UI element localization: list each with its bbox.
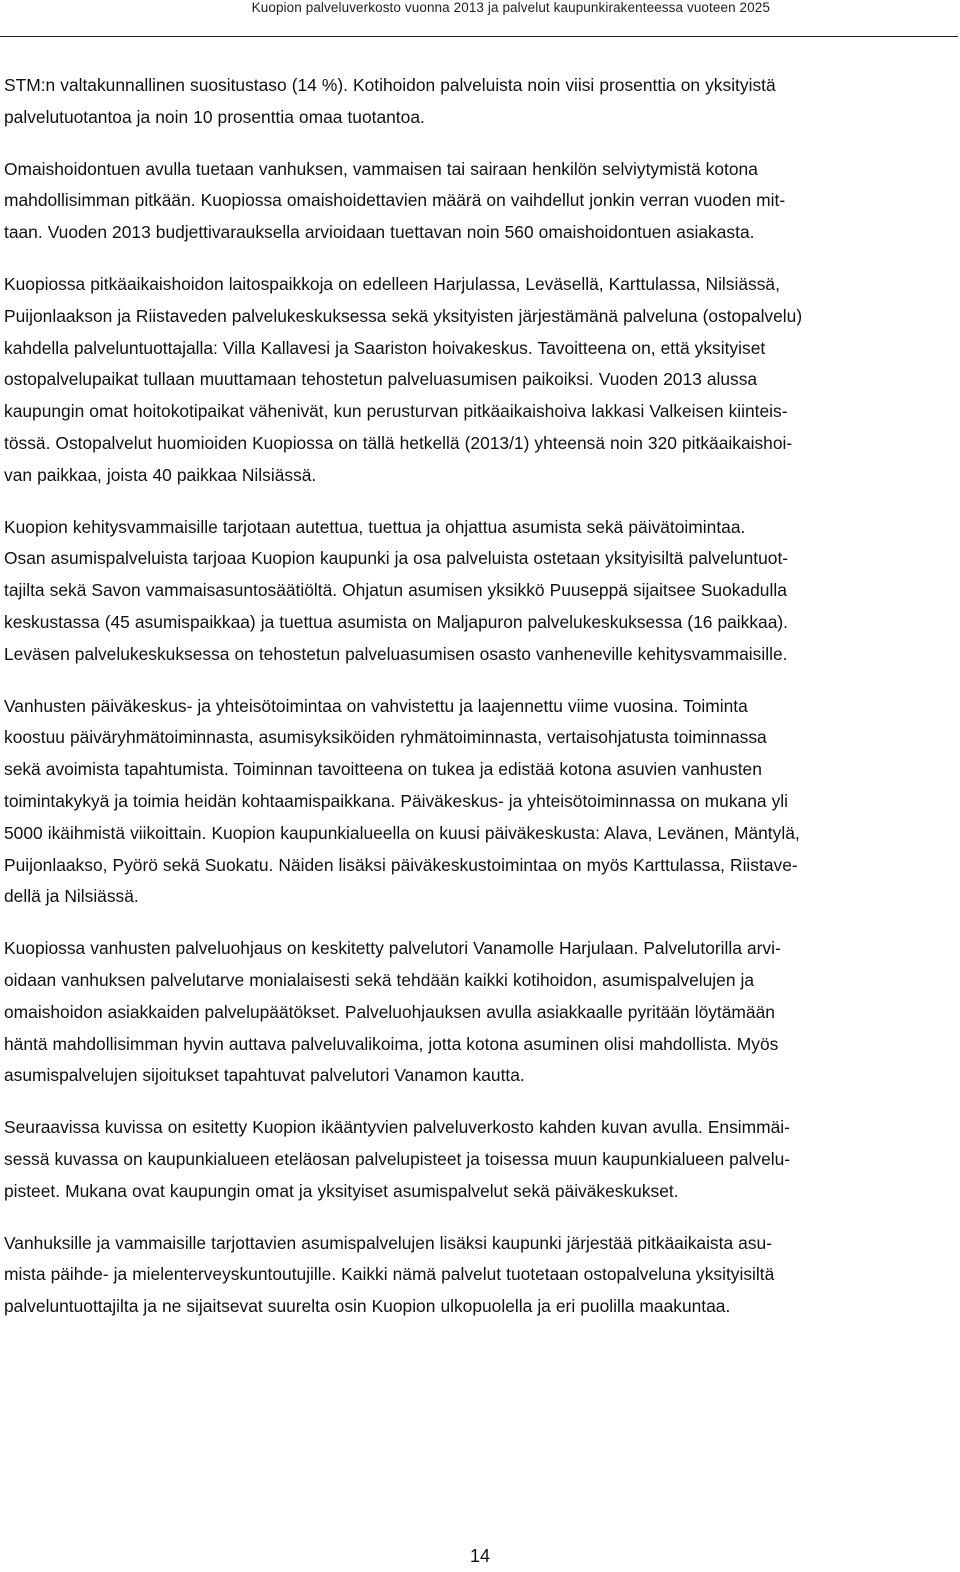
text-line: palvelutuotantoa ja noin 10 prosenttia omaa tuotantoa. — [4, 106, 425, 127]
paragraph-long-term-care — [4, 269, 954, 492]
text-line: Osan asumispalveluista tarjoaa Kuopion kaupunki ja osa palveluista ostetaan yksityisiltä palveluntuot- — [4, 548, 789, 569]
text-line: Kuopion kehitysvammaisille tarjotaan autettua, tuettua ja ohjattua asumista sekä päivätoimintaa. — [4, 516, 746, 537]
text-line: Puijonlaakso, Pyörö sekä Suokatu. Näiden lisäksi päiväkeskustoimintaa on myös Karttulassa, Riistave- — [4, 854, 798, 875]
text-line: mista päihde- ja mielenterveyskuntoutujille. Kaikki nämä palvelut tuotetaan ostopalveluna yksityisiltä — [4, 1264, 775, 1285]
paragraph-service-guidance — [4, 933, 954, 1092]
text-line: oidaan vanhuksen palvelutarve monialaisesti sekä tehdään kaikki kotihoidon, asumispalvelujen ja — [4, 969, 755, 990]
paragraph-rehabilitation-housing — [4, 1228, 954, 1323]
text-line: häntä mahdollisimman hyvin auttava palveluvalikoima, jotta kotona asuminen olisi mahdollista. Myös — [4, 1033, 779, 1054]
text-line: keskustassa (45 asumispaikkaa) ja tuettua asumista on Maljapuron palvelukeskuksessa (16 paikkaa). — [4, 611, 789, 632]
text-line: 5000 ikäihmistä viikoittain. Kuopion kaupunkialueella on kuusi päiväkeskusta: Alava, Levänen, Mäntylä, — [4, 822, 800, 843]
text-line: tajilta sekä Savon vammaisasuntosäätiöltä. Ohjatun asumisen yksikkö Puuseppä sijaitsee Suokadulla — [4, 580, 787, 601]
text-line: Leväsen palvelukeskuksessa on tehostetun palveluasumisen osasto vanheneville kehitysvammaisille. — [4, 643, 788, 664]
document-body — [4, 70, 954, 1343]
text-line: kaupungin omat hoitokotipaikat vähenivät, kun perusturvan pitkäaikaishoiva lakkasi Valkeisen kiinteis- — [4, 401, 788, 422]
text-line: koostuu päiväryhmätoiminnasta, asumisyksiköiden ryhmätoiminnasta, vertaisohjatusta toiminnassa — [4, 727, 767, 748]
page-number: 14 — [469, 1546, 491, 1566]
paragraph-disability-housing — [4, 512, 954, 671]
text-line: STM:n valtakunnallinen suositustaso (14 %). Kotihoidon palveluista noin viisi prosenttia on yksityistä — [4, 75, 776, 95]
text-line: Kuopiossa vanhusten palveluohjaus on keskitetty palvelutori Vanamolle Harjulaan. Palvelutorilla arvi- — [4, 938, 781, 959]
text-line: sekä avoimista tapahtumista. Toiminnan tavoitteena on tukea ja edistää kotona asuvien vanhusten — [4, 759, 762, 780]
text-line: Omaishoidontuen avulla tuetaan vanhuksen, vammaisen tai sairaan henkilön selviytymistä kotona — [4, 158, 758, 179]
text-line: pisteet. Mukana ovat kaupungin omat ja yksityiset asumispalvelut sekä päiväkeskukset. — [4, 1180, 679, 1201]
text-line: tössä. Ostopalvelut huomioiden Kuopiossa on tällä hetkellä (2013/1) yhteensä noin 320 pitkäaikaishoi- — [4, 432, 793, 453]
text-line: asumispalvelujen sijoitukset tapahtuvat palvelutori Vanamon kautta. — [4, 1065, 525, 1086]
text-line: Vanhusten päiväkeskus- ja yhteisötoimintaa on vahvistettu ja laajennettu viime vuosina. Toiminta — [4, 695, 748, 716]
text-line: kahdella palveluntuottajalla: Villa Kallavesi ja Saariston hoivakeskus. Tavoitteena on, että yksityiset — [4, 337, 766, 358]
text-line: toimintakykyä ja toimia heidän kohtaamispaikkana. Päiväkeskus- ja yhteisötoiminnassa on mukana yli — [4, 790, 789, 811]
text-line: van paikkaa, joista 40 paikkaa Nilsiässä. — [4, 464, 317, 485]
text-line: Kuopiossa pitkäaikaishoidon laitospaikkoja on edelleen Harjulassa, Leväsellä, Karttulassa, Nilsiässä, — [4, 273, 780, 294]
text-line: omaishoidon asiakkaiden palvelupäätökset. Palveluohjauksen avulla asiakkaalle pyritään löytämään — [4, 1001, 775, 1022]
text-line: taan. Vuoden 2013 budjettivarauksella arvioidaan tuettavan noin 560 omaishoidontuen asiakasta. — [4, 222, 755, 243]
paragraph-caregiver-support — [4, 154, 954, 249]
text-line: sessä kuvassa on kaupunkialueen eteläosan palvelupisteet ja toisessa muun kaupunkialueen palvelu- — [4, 1148, 791, 1169]
text-line: dellä ja Nilsiässä. — [4, 886, 139, 907]
text-line: Puijonlaakson ja Riistaveden palvelukeskuksessa sekä yksityisten järjestämänä palveluna (ostopalvelu) — [4, 305, 803, 326]
text-line: palveluntuottajilta ja ne sijaitsevat suurelta osin Kuopion ulkopuolella ja eri puolilla maakuntaa. — [4, 1296, 731, 1317]
text-line: mahdollisimman pitkään. Kuopiossa omaishoidettavien määrä on vaihdellut jonkin verran vuoden mit- — [4, 190, 786, 211]
header-title: Kuopion palveluverkosto vuonna 2013 ja palvelut kaupunkirakenteessa vuoteen 2025 — [251, 0, 770, 15]
paragraph-service-network — [4, 1112, 954, 1207]
header-rule — [0, 36, 958, 37]
text-line: Vanhuksille ja vammaisille tarjottavien asumispalvelujen lisäksi kaupunki järjestää pitkäaikaista asu- — [4, 1232, 772, 1253]
paragraph-day-centers — [4, 691, 954, 914]
text-line: ostopalvelupaikat tullaan muuttamaan tehostetun palveluasumisen paikoiksi. Vuoden 2013 alussa — [4, 369, 758, 390]
text-line: Seuraavissa kuvissa on esitetty Kuopion ikääntyvien palveluverkosto kahden kuvan avulla. Ensimmäi- — [4, 1117, 790, 1138]
paragraph-home-care — [4, 70, 954, 134]
